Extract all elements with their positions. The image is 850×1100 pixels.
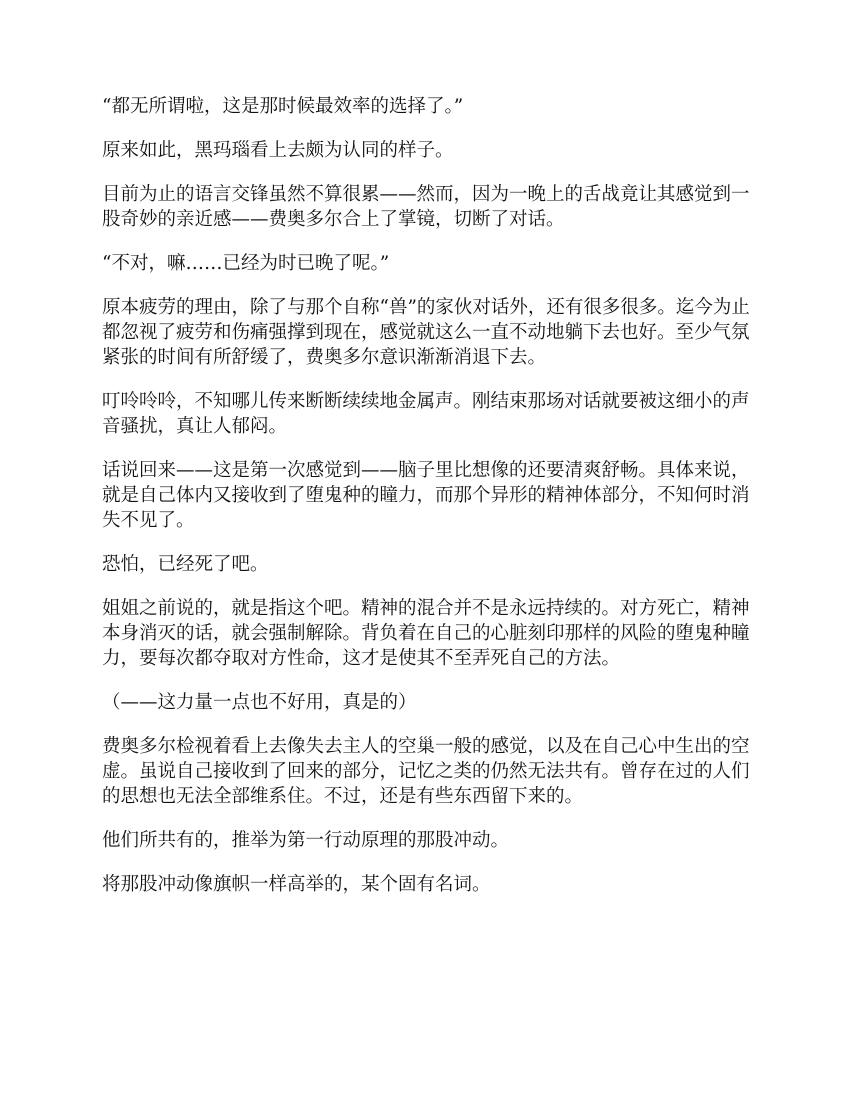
paragraph: 叮呤呤呤，不知哪儿传来断断续续地金属声。刚结束那场对话就要被这细小的声音骚扰，真让人郁闷。 xyxy=(102,391,750,437)
paragraph: “不对，嘛……已经为时已晚了呢。” xyxy=(102,253,390,274)
paragraph: 费奥多尔检视着看上去像失去主人的空巢一般的感觉，以及在自己心中生出的空虚。虽说自己接收到了回来的部分，记忆之类的仍然无法共有。曾存在过的人们的思想也无法全部维系住。不过，还是有些东西留下来的。 xyxy=(102,736,750,807)
paragraph: 话说回来——这是第一次感觉到——脑子里比想像的还要清爽舒畅。具体来说，就是自己体内又接收到了堕鬼种的瞳力，而那个异形的精神体部分，不知何时消失不见了。 xyxy=(102,460,750,531)
paragraph: 恐怕，已经死了吧。 xyxy=(102,554,269,575)
paragraph: 原本疲劳的理由，除了与那个自称“兽”的家伙对话外，还有很多很多。迄今为止都忽视了疲劳和伤痛强撑到现在，感觉就这么一直不动地躺下去也好。至少气氛紧张的时间有所舒缓了，费奥多尔意识渐渐消退下去。 xyxy=(102,297,750,368)
paragraph: 原来如此，黑玛瑙看上去颇为认同的样子。 xyxy=(102,140,454,161)
paragraph: 姐姐之前说的，就是指这个吧。精神的混合并不是永远持续的。对方死亡，精神本身消灭的话，就会强制解除。背负着在自己的心脏刻印那样的风险的堕鬼种瞳力，要每次都夺取对方性命，这才是使其不至弄死自己的方法。 xyxy=(102,598,750,669)
paragraph: “都无所谓啦，这是那时候最效率的选择了。” xyxy=(102,96,464,117)
paragraph: 将那股冲动像旗帜一样高举的，某个固有名词。 xyxy=(102,874,491,895)
body-text xyxy=(102,94,752,916)
paragraph: 他们所共有的，推举为第一行动原理的那股冲动。 xyxy=(102,830,510,851)
paragraph: 目前为止的语言交锋虽然不算很累——然而，因为一晚上的舌战竟让其感觉到一股奇妙的亲近感——费奥多尔合上了掌镜，切断了对话。 xyxy=(102,184,750,230)
paragraph: （——这力量一点也不好用，真是的） xyxy=(102,692,417,713)
